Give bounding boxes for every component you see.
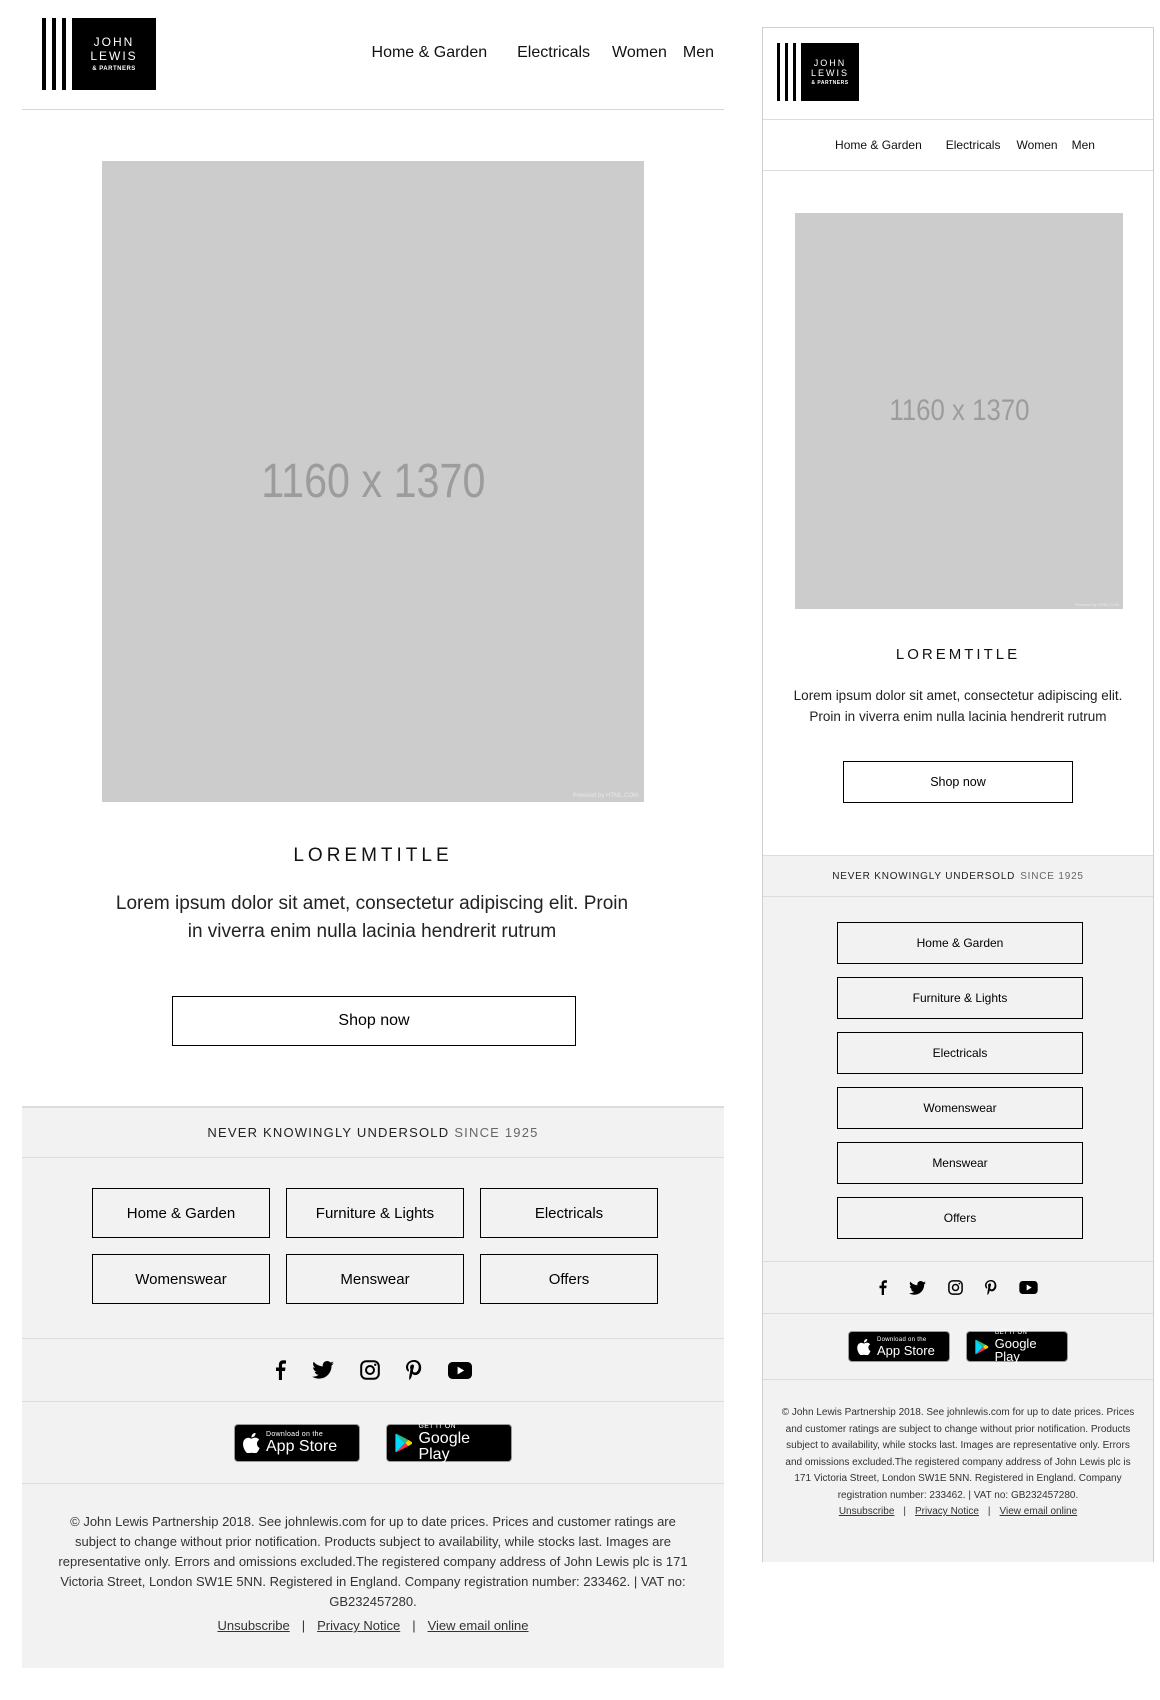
google-play-small-text: GET IT ON — [994, 1330, 1028, 1336]
footer — [22, 1106, 724, 1668]
view-email-online-link[interactable]: View email online — [427, 1618, 529, 1633]
google-play-badge[interactable] — [966, 1331, 1068, 1362]
logo-stripe — [52, 18, 56, 90]
category-womenswear[interactable]: Womenswear — [837, 1087, 1083, 1129]
category-womenswear[interactable]: Womenswear — [92, 1254, 270, 1304]
legal-text: © John Lewis Partnership 2018. See johnlewis.com for up to date prices. Prices and customer ratings are subject to change without prior notification. Products subject to availability, while stocks last. Images are representative only. Errors and omissions excluded.The registered company address of John Lewis plc is 171 Victoria Street, London SW1E 5NN. Registered in England. Company registration number: 233462. | VAT no: GB232457280. — [781, 1407, 1135, 1501]
app-store-badges — [763, 1314, 1153, 1380]
content-title: LOREMTITLE — [293, 845, 453, 866]
nav-electricals[interactable]: Electricals — [517, 44, 591, 61]
desktop-email — [22, 0, 724, 1668]
header — [22, 0, 724, 110]
facebook-icon[interactable] — [274, 1360, 286, 1380]
tagline-since: SINCE 1925 — [454, 1125, 539, 1140]
category-menswear[interactable]: Menswear — [286, 1254, 464, 1304]
footer-links — [22, 1618, 724, 1633]
link-separator: | — [903, 1506, 907, 1517]
social-links — [763, 1261, 1153, 1314]
placeholder-dimensions: 1160 x 1370 — [888, 394, 1030, 427]
tagline — [22, 1108, 724, 1158]
category-offers[interactable]: Offers — [837, 1197, 1083, 1239]
footer-links — [763, 1506, 1153, 1517]
logo-line-1: JOHN — [93, 35, 135, 50]
category-furniture-lights[interactable]: Furniture & Lights — [837, 977, 1083, 1019]
instagram-icon[interactable] — [360, 1360, 380, 1380]
placeholder-dimensions: 1160 x 1370 — [260, 455, 486, 508]
logo-stripe — [42, 18, 46, 90]
hero-image-placeholder[interactable] — [102, 161, 644, 802]
nav-men[interactable]: Men — [682, 44, 714, 61]
logo-stripe — [62, 18, 66, 90]
placeholder-credit: Powered by HTML.COM — [1075, 602, 1119, 607]
privacy-notice-link[interactable]: Privacy Notice — [915, 1506, 979, 1517]
youtube-icon[interactable] — [448, 1362, 472, 1379]
unsubscribe-link[interactable]: Unsubscribe — [217, 1618, 290, 1633]
category-list — [837, 922, 1083, 1239]
twitter-icon[interactable] — [909, 1281, 926, 1295]
category-home-garden[interactable]: Home & Garden — [837, 922, 1083, 964]
google-play-badge[interactable] — [386, 1424, 512, 1462]
app-store-badge[interactable] — [234, 1424, 360, 1462]
brand-logo[interactable] — [777, 43, 859, 101]
mobile-email — [762, 27, 1154, 1562]
link-separator: | — [412, 1618, 416, 1633]
content-body: Lorem ipsum dolor sit amet, consectetur adipiscing elit. Proin in viverra enim nulla lacinia hendrerit rutrum — [793, 688, 1123, 724]
youtube-icon[interactable] — [1019, 1281, 1038, 1294]
logo-line-3: & PARTNERS — [92, 65, 136, 72]
google-play-label: Google Play — [418, 1429, 471, 1463]
logo-line-3: & PARTNERS — [811, 80, 849, 87]
shop-now-button[interactable]: Shop now — [843, 761, 1073, 803]
placeholder-credit: Powered by HTML.COM — [572, 793, 638, 799]
main-nav — [372, 44, 714, 62]
app-store-badge[interactable] — [848, 1331, 950, 1362]
mobile-nav — [763, 120, 1153, 171]
brand-logo[interactable] — [42, 18, 156, 90]
category-furniture-lights[interactable]: Furniture & Lights — [286, 1188, 464, 1238]
logo-line-2: LEWIS — [90, 49, 138, 63]
mobile-header — [763, 28, 1153, 120]
privacy-notice-link[interactable]: Privacy Notice — [317, 1618, 401, 1633]
logo-stripe — [785, 43, 788, 101]
category-home-garden[interactable]: Home & Garden — [92, 1188, 270, 1238]
app-store-small-text: Download on the — [266, 1430, 324, 1438]
category-grid — [92, 1188, 658, 1304]
tagline — [763, 856, 1153, 897]
facebook-icon[interactable] — [878, 1280, 887, 1295]
nav-men[interactable]: Men — [1071, 138, 1095, 152]
nav-women[interactable]: Women — [1016, 138, 1058, 152]
link-separator: | — [301, 1618, 306, 1633]
apple-icon — [243, 1433, 260, 1453]
app-store-label: App Store — [266, 1437, 338, 1455]
app-store-badges — [22, 1402, 724, 1484]
nav-women[interactable]: Women — [612, 44, 667, 61]
google-play-label: Google Play — [994, 1336, 1037, 1364]
logo-wordmark — [72, 18, 156, 90]
mobile-footer — [763, 855, 1153, 1562]
google-play-icon — [395, 1433, 412, 1453]
category-menswear[interactable]: Menswear — [837, 1142, 1083, 1184]
logo-stripe — [777, 43, 780, 101]
link-separator: | — [987, 1506, 991, 1517]
google-play-small-text: GET IT ON — [418, 1422, 456, 1430]
google-play-icon — [975, 1339, 989, 1355]
tagline-since: SINCE 1925 — [1020, 870, 1084, 882]
tagline-main: NEVER KNOWINGLY UNDERSOLD — [207, 1125, 450, 1140]
view-email-online-link[interactable]: View email online — [999, 1506, 1078, 1517]
logo-line-1: JOHN — [813, 57, 847, 68]
legal-text: © John Lewis Partnership 2018. See johnlewis.com for up to date prices. Prices and customer ratings are subject to change without prior notification. Products subject to availability, while stocks last. Images are representative only. Errors and omissions excluded.The registered company address of John Lewis plc is 171 Victoria Street, London SW1E 5NN. Registered in England. Company registration number: 233462. | VAT no: GB232457280. — [58, 1514, 688, 1609]
instagram-icon[interactable] — [948, 1280, 963, 1295]
shop-now-button[interactable]: Shop now — [172, 996, 576, 1046]
unsubscribe-link[interactable]: Unsubscribe — [838, 1506, 895, 1517]
logo-wordmark — [801, 43, 859, 101]
pinterest-icon[interactable] — [406, 1360, 422, 1380]
nav-electricals[interactable]: Electricals — [945, 138, 1001, 152]
category-offers[interactable]: Offers — [480, 1254, 658, 1304]
tagline-main: NEVER KNOWINGLY UNDERSOLD — [832, 870, 1016, 882]
logo-line-2: LEWIS — [810, 68, 849, 78]
category-electricals[interactable]: Electricals — [480, 1188, 658, 1238]
app-store-label: App Store — [877, 1342, 935, 1358]
pinterest-icon[interactable] — [985, 1280, 997, 1295]
content-body: Lorem ipsum dolor sit amet, consectetur adipiscing elit. Proin in viverra enim nulla lacinia hendrerit rutrum — [115, 893, 629, 942]
twitter-icon[interactable] — [312, 1361, 334, 1379]
apple-icon — [857, 1339, 871, 1355]
app-store-small-text: Download on the — [877, 1336, 927, 1343]
nav-home-garden[interactable]: Home & Garden — [371, 44, 488, 61]
hero-image-placeholder[interactable] — [795, 213, 1123, 609]
nav-home-garden[interactable]: Home & Garden — [835, 138, 922, 152]
logo-stripe — [793, 43, 796, 101]
content-title: LOREMTITLE — [895, 646, 1021, 663]
category-electricals[interactable]: Electricals — [837, 1032, 1083, 1074]
social-links — [22, 1338, 724, 1402]
